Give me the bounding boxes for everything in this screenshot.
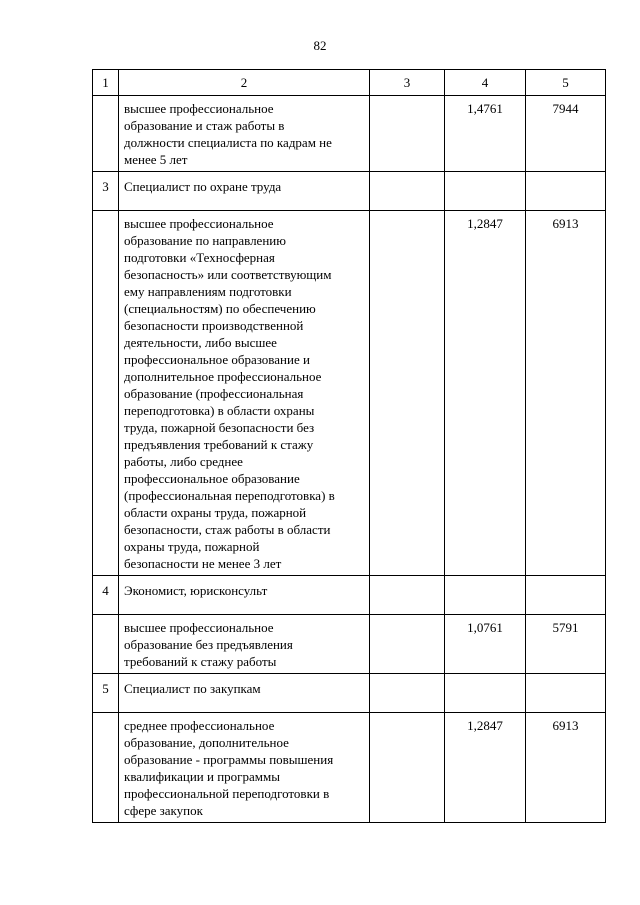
column-3-cell [370,615,445,674]
column-3-cell [370,172,445,211]
column-3-cell [370,674,445,713]
column-3-cell [370,713,445,823]
column-header-5: 5 [526,70,606,96]
requirement-text: среднее профессиональное образование, дополнительное образование - программы повышения квалификации и программы профессиональной переподготовки в сфере закупок [124,718,334,818]
coefficient-cell [445,172,526,211]
table-row-position [93,172,606,211]
coefficient-cell: 1,0761 [445,615,526,674]
row-number-cell: 4 [93,576,119,615]
table-header-row [93,70,606,96]
row-number-cell [93,96,119,172]
coefficient-cell: 1,2847 [445,211,526,576]
position-title-cell [119,674,370,713]
table-row [93,211,606,576]
requirement-text: высшее профессиональное образование и стаж работы в должности специалиста по кадрам не менее 5 лет [124,101,332,167]
row-number-cell: 5 [93,674,119,713]
requirement-cell [119,96,370,172]
table-row-position [93,674,606,713]
row-number-cell: 3 [93,172,119,211]
column-header-1: 1 [93,70,119,96]
column-3-cell [370,96,445,172]
column-header-2: 2 [119,70,370,96]
requirement-cell [119,211,370,576]
position-title: Специалист по охране труда [124,179,282,194]
requirement-text: высшее профессиональное образование без предъявления требований к стажу работы [124,620,293,669]
salary-cell [526,172,606,211]
requirement-cell [119,713,370,823]
requirement-cell [119,615,370,674]
coefficient-cell: 1,4761 [445,96,526,172]
table-row [93,96,606,172]
table-row-position [93,576,606,615]
salary-cell: 7944 [526,96,606,172]
requirement-text: высшее профессиональное образование по направлению подготовки «Техносферная безопасность» или соответствующим ему направлениям подготовки (специальностям) по обеспечению безопасности производственной деятельности, либо высшее профессиональное образование и дополнительное профессиональное образование (профессиональная переподготовка) в области охраны труда, пожарной безопасности без предъявления требований к стажу работы, либо среднее профессиональное образование (профессиональная переподготовка) в области охраны труда, пожарной безопасности, стаж работы в области охраны труда, пожарной безопасности не менее 3 лет [124,216,335,571]
coefficient-cell [445,674,526,713]
column-3-cell [370,576,445,615]
column-3-cell [370,211,445,576]
page-number: 82 [313,38,327,53]
coefficient-cell [445,576,526,615]
position-title-cell [119,172,370,211]
salary-cell [526,576,606,615]
position-title-cell [119,576,370,615]
salary-cell: 5791 [526,615,606,674]
salary-cell: 6913 [526,713,606,823]
staffing-table [92,69,606,823]
salary-cell [526,674,606,713]
row-number-cell [93,211,119,576]
coefficient-cell: 1,2847 [445,713,526,823]
table-row [93,713,606,823]
position-title: Экономист, юрисконсульт [124,583,268,598]
position-title: Специалист по закупкам [124,681,261,696]
column-header-3: 3 [370,70,445,96]
row-number-cell [93,615,119,674]
row-number-cell [93,713,119,823]
table-row [93,615,606,674]
column-header-4: 4 [445,70,526,96]
salary-cell: 6913 [526,211,606,576]
